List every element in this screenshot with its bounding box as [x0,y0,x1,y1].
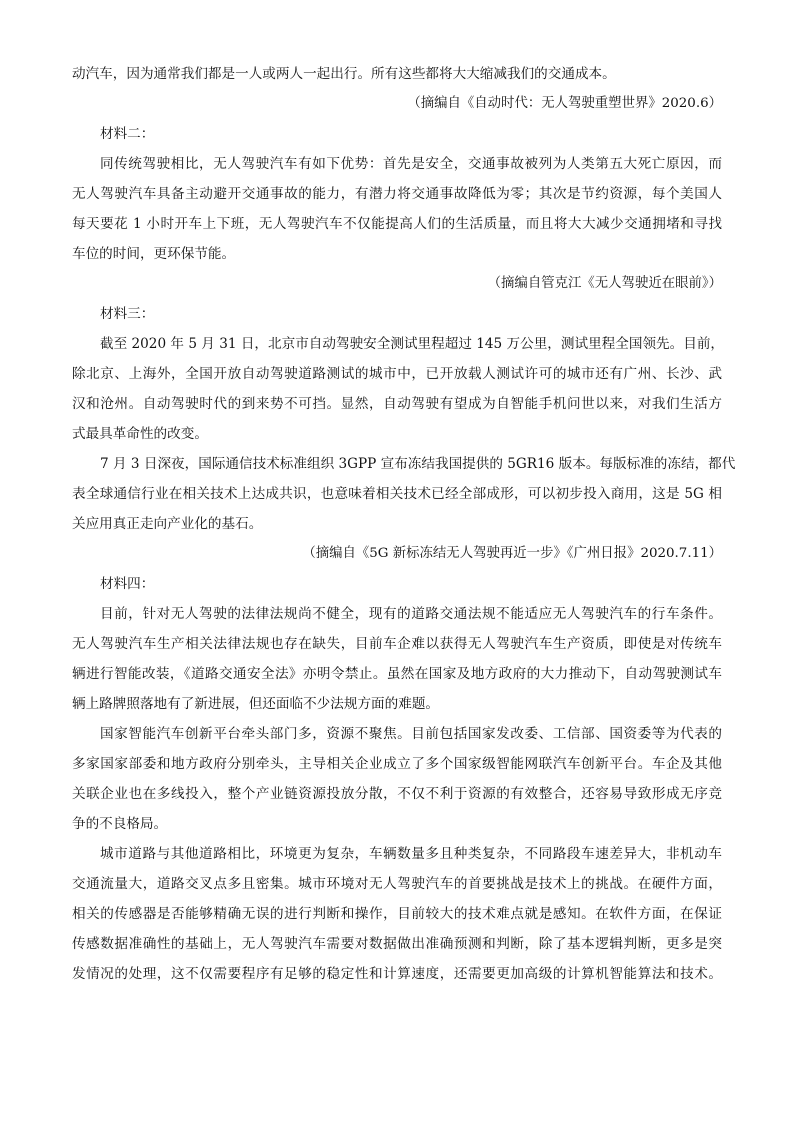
section-heading: 材料四： [100,576,155,592]
document-page [72,62,736,992]
paragraph-line: 关联企业也在多线投入，整个产业链资源投放分散，不仅不利于资源的有效整合，还容易导致形成无序竞 [72,786,722,802]
paragraph-line: 无人驾驶汽车生产相关法律法规也存在缺失，目前车企难以获得无人驾驶汽车生产资质，即使是对传统车 [72,636,722,652]
paragraph-line: 同传统驾驶相比，无人驾驶汽车有如下优势：首先是安全，交通事故被列为人类第五大死亡原因，而 [100,156,722,172]
paragraph-line: 相关的传感器是否能够精确无误的进行判断和操作，目前较大的技术难点就是感知。在软件方面，在保证 [72,906,722,922]
paragraph-line: 发情况的处理，这不仅需要程序有足够的稳定性和计算速度，还需要更加高级的计算机智能算法和技术。 [72,966,722,982]
paragraph-line: 汉和沧州。自动驾驶时代的到来势不可挡。显然，自动驾驶有望成为自智能手机问世以来，对我们生活方 [72,396,722,412]
paragraph-line: 除北京、上海外，全国开放自动驾驶道路测试的城市中，已开放载人测试许可的城市还有广州、长沙、武 [72,366,722,382]
paragraph-line: 7 月 3 日深夜，国际通信技术标准组织 3GPP 宣布冻结我国提供的 5GR16 版本。每版标准的冻结，都代 [100,456,736,472]
paragraph-line: 每天要花 1 小时开车上下班，无人驾驶汽车不仅能提高人们的生活质量，而且将大大减少交通拥堵和寻找 [72,216,722,232]
paragraph-line: 传感数据准确性的基础上，无人驾驶汽车需要对数据做出准确预测和判断，除了基本逻辑判断，更多是突 [72,936,722,952]
paragraph-line: 动汽车，因为通常我们都是一人或两人一起出行。所有这些都将大大缩减我们的交通成本。 [72,66,616,82]
paragraph-line: 车位的时间，更环保节能。 [72,246,236,262]
paragraph-line: 辆进行智能改装，《道路交通安全法》亦明令禁止。虽然在国家及地方政府的大力推动下，自动驾驶测试车 [72,666,722,682]
paragraph-line: 交通流量大，道路交叉点多且密集。城市环境对无人驾驶汽车的首要挑战是技术上的挑战。在硬件方面， [72,876,722,892]
section-heading: 材料三： [100,306,155,322]
paragraph-line: 辆上路牌照落地有了新进展，但还面临不少法规方面的难题。 [72,696,440,712]
source-citation: （摘编自《自动时代：无人驾驶重塑世界》2020.6） [407,96,722,111]
source-citation: （摘编自管克江《无人驾驶近在眼前》） [487,276,722,291]
paragraph-line: 截至 2020 年 5 月 31 日，北京市自动驾驶安全测试里程超过 145 万公里，测试里程全国领先。目前， [100,336,725,352]
paragraph-line: 国家智能汽车创新平台牵头部门多，资源不聚焦。目前包括国家发改委、工信部、国资委等为代表的 [100,726,722,742]
paragraph-line: 城市道路与其他道路相比，环境更为复杂，车辆数量多且种类复杂，不同路段车速差异大，非机动车 [100,846,722,862]
paragraph-line: 关应用真正走向产业化的基石。 [72,516,263,532]
paragraph-line: 争的不良格局。 [72,816,168,832]
source-citation: （摘编自《5G 新标冻结无人驾驶再近一步》《广州日报》2020.7.11） [302,546,722,561]
paragraph-line: 多家国家部委和地方政府分别牵头，主导相关企业成立了多个国家级智能网联汽车创新平台。车企及其他 [72,756,722,772]
paragraph-line: 目前，针对无人驾驶的法律法规尚不健全，现有的道路交通法规不能适应无人驾驶汽车的行车条件。 [100,606,722,622]
paragraph-line: 表全球通信行业在相关技术上达成共识，也意味着相关技术已经全部成形，可以初步投入商用，这是 5G 相 [72,486,722,502]
paragraph-line: 无人驾驶汽车具备主动避开交通事故的能力，有潜力将交通事故降低为零；其次是节约资源，每个美国人 [72,186,722,202]
paragraph-line: 式最具革命性的改变。 [72,426,208,442]
section-heading: 材料二： [100,126,155,142]
